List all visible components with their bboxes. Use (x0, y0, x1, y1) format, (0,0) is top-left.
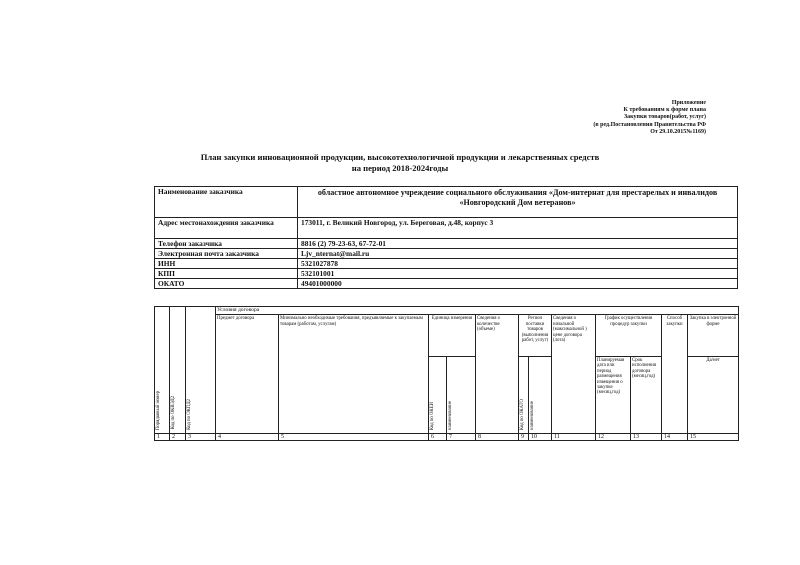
customer-name-label: Наименование заказчика (155, 187, 298, 218)
kpp-value: 532101001 (298, 269, 738, 279)
column-number: 1 (155, 434, 170, 441)
table-row (155, 249, 738, 259)
procurement-grid (154, 306, 739, 441)
okato-label: ОКАТО (155, 279, 298, 289)
column-number: 8 (476, 434, 519, 441)
column-number: 4 (216, 434, 279, 441)
kpp-label: КПП (155, 269, 298, 279)
table-row (155, 239, 738, 249)
appendix-line: От 29.10.2015№1169) (650, 128, 706, 135)
title-line-2: на период 2018-2024годы (351, 163, 449, 173)
table-row (155, 269, 738, 279)
column-number: 15 (688, 434, 739, 441)
title-line-1: План закупки инновационной продукции, высокотехнологичной продукции и лекарственных средств (200, 152, 600, 162)
table-row (155, 187, 738, 218)
column-number: 3 (186, 434, 216, 441)
customer-phone-value: 8816 (2) 79-23-63, 67-72-01 (298, 239, 738, 249)
customer-address-label: Адрес местонахождения заказчика (155, 218, 298, 239)
header-okpd2: Код по ОКПД2 (186, 307, 216, 434)
column-number: 6 (429, 434, 447, 441)
okato-value: 49401000000 (298, 279, 738, 289)
appendix-note (593, 100, 706, 136)
appendix-line: Приложение (671, 100, 706, 106)
column-number: 2 (170, 434, 186, 441)
header-unit-name: наименование (447, 357, 476, 434)
header-plan-date: Планируемая дата или период размещения извещения о закупке (месяц,год) (596, 357, 631, 434)
table-row (155, 279, 738, 289)
customer-phone-label: Телефон заказчика (155, 239, 298, 249)
header-quantity: Сведения о количестве (объеме) (476, 315, 519, 434)
appendix-line: (в ред.Постановления Правительства РФ (593, 121, 706, 128)
header-schedule: График осуществления процедур закупки (596, 315, 662, 357)
header-okved2: Код по ОКВЭД2 (170, 307, 186, 434)
header-exec-term: Срок исполнения договора (месяц,год) (631, 357, 662, 434)
customer-address-value: 173011, г. Великий Новгород, ул. Береговая, д.48, корпус 3 (298, 218, 738, 239)
inn-label: ИНН (155, 259, 298, 269)
column-number: 9 (519, 434, 529, 441)
header-price: Сведения о начальной (максимальной ) цене договора (лота) (552, 315, 596, 434)
table-row (155, 218, 738, 239)
column-numbers-row (155, 434, 739, 441)
header-yes-no: Да/нет (688, 357, 739, 434)
column-number: 7 (447, 434, 476, 441)
inn-value: 5321027878 (298, 259, 738, 269)
document-title (150, 152, 650, 174)
header-region-name: наименование (529, 357, 552, 434)
header-unit-code: Код по ОКЕИ (429, 357, 447, 434)
column-number: 12 (596, 434, 631, 441)
appendix-line: Закупки товаров(работ, услуг) (623, 114, 706, 121)
header-subject: Предмет договора (216, 315, 279, 434)
column-number: 13 (631, 434, 662, 441)
header-seq: Порядковый номер (155, 307, 170, 434)
header-requirements: Минимально необходимые требования, предъявляемые к закупаемым товарам (работам, услугам) (279, 315, 429, 434)
table-row (155, 307, 739, 315)
customer-email-value: Ljv_nternat@mail.ru (298, 249, 738, 259)
column-number: 11 (552, 434, 596, 441)
header-region: Регион поставки товаров (выполнения работ, услуг) (519, 315, 552, 357)
header-electronic: Закупка в электронной форме (688, 315, 739, 357)
column-number: 5 (279, 434, 429, 441)
column-number: 10 (529, 434, 552, 441)
table-row (155, 315, 739, 357)
header-region-code: Код по ОКАТО (519, 357, 529, 434)
column-number: 14 (662, 434, 688, 441)
customer-info-table (154, 186, 738, 289)
table-row (155, 259, 738, 269)
customer-email-label: Электронная почта заказчика (155, 249, 298, 259)
appendix-line: К требованиям к форме плана (623, 107, 706, 114)
header-unit: Единица измерения (429, 315, 476, 357)
header-method: Способ закупки (662, 315, 688, 434)
customer-name-value: областное автономное учреждение социального обслуживания «Дом-интернат для престарелых и инвалидов «Новгородский Дом ветеранов» (298, 187, 738, 218)
header-contract-terms: Условия договора (216, 307, 739, 315)
